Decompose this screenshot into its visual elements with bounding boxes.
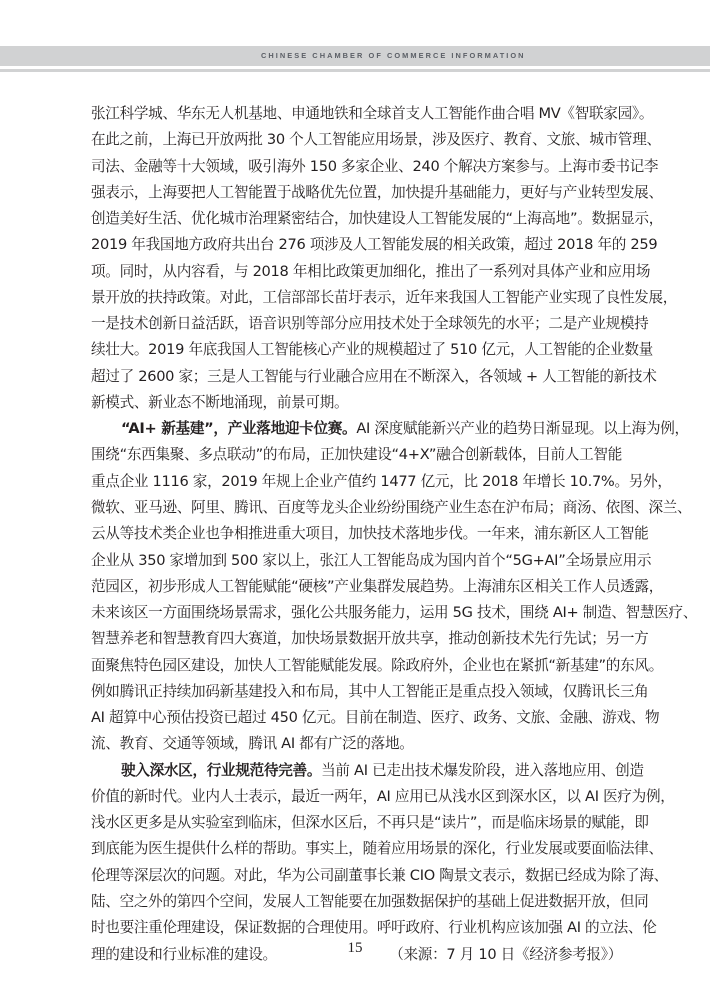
line-text: 超过了 2600 家；三是人工智能与行业融合应用在不断深入，各领域 + 人工智能的新技术 xyxy=(91,367,657,385)
line-text: 2019 年我国地方政府共出台 276 项涉及人工智能发展的相关政策，超过 2018 年的 259 xyxy=(91,236,658,254)
paragraph-line xyxy=(91,653,663,679)
paragraph-line xyxy=(91,810,649,836)
line-text: 重点企业 1116 家，2019 年规上企业产值约 1477 亿元，比 2018 年增长 10.7%。另外， xyxy=(91,472,672,490)
paragraph-line xyxy=(91,600,698,626)
line-text: 企业从 350 家增加到 500 家以上，张江人工智能岛成为国内首个“5G+AI”全场景应用示 xyxy=(91,551,652,569)
paragraph-line xyxy=(91,206,663,232)
paragraph-line xyxy=(91,495,692,521)
paragraph-line xyxy=(91,101,654,127)
line-text: 强表示，上海要把人工智能置于战略优先位置，加快提升基础能力，更好与产业转型发展、 xyxy=(91,183,663,201)
line-text: 伦理等深层次的问题。对此，华为公司副董事长兼 CIO 陶景文表示，数据已经成为除了海、 xyxy=(91,866,668,884)
paragraph-line xyxy=(91,863,668,889)
paragraph-line xyxy=(91,574,663,600)
line-text: 围绕“东西集聚、多点联动”的布局，正加快建设“4+X”融合创新载体，目前人工智能 xyxy=(91,446,622,464)
line-text: 价值的新时代。业内人士表示，最近一两年，AI 应用已从浅水区到深水区，以 AI 医疗为例， xyxy=(91,787,675,805)
line-text: 司法、金融等十大领域，吸引海外 150 多家企业、240 个解决方案参与。上海市委书记李 xyxy=(91,157,659,175)
paragraph-line xyxy=(91,180,663,206)
line-text: 流、教育、交通等领域，腾讯 AI 都有广泛的落地。 xyxy=(91,735,414,753)
source-citation: （来源：7 月 10 日《经济参考报》） xyxy=(389,945,622,963)
paragraph-line xyxy=(91,915,657,941)
line-text: 在此之前，上海已开放两批 30 个人工智能应用场景，涉及医疗、教育、文旅、城市管理、 xyxy=(91,131,661,149)
line-text: 微软、亚马逊、阿里、腾讯、百度等龙头企业纷纷围绕产业生态在沪布局；商汤、依图、深兰、 xyxy=(91,498,692,516)
paragraph-line xyxy=(91,232,658,258)
publication-name: CHINESE CHAMBER OF COMMERCE INFORMATION xyxy=(261,51,526,60)
line-text: AI 超算中心预估投资已超过 450 亿元。目前在制造、医疗、政务、文旅、金融、游戏、物 xyxy=(91,709,660,727)
paragraph-line xyxy=(91,705,660,731)
line-text: 例如腾讯正持续加码新基建投入和布局，其中人工智能正是重点投入领域，仅腾讯长三角 xyxy=(91,682,649,700)
paragraph-line xyxy=(91,836,663,862)
line-text: 新模式、新业态不断地涌现，前景可期。 xyxy=(91,393,349,411)
line-text: 智慧养老和智慧教育四大赛道，加快场景数据开放共享，推动创新技术先行先试；另一方 xyxy=(91,630,649,648)
paragraph-line xyxy=(91,784,675,810)
line-text: AI 深度赋能新兴产业的趋势日渐显现。以上海为例， xyxy=(356,420,689,438)
paragraph-line xyxy=(91,521,649,547)
paragraph-line xyxy=(91,154,659,180)
line-text: 张江科学城、华东无人机基地、申通地铁和全球首支人工智能作曲合唱 MV《智联家园》。 xyxy=(91,105,654,122)
paragraph-line xyxy=(91,416,689,442)
header-divider xyxy=(0,69,710,72)
paragraph-line xyxy=(91,889,649,915)
line-text: 云从等技术类企业也争相推进重大项目，加快技术落地步伐。一年来，浦东新区人工智能 xyxy=(91,525,649,543)
line-text: 陆、空之外的第四个空间，发展人工智能要在加强数据保护的基础上促进数据开放，但同 xyxy=(91,892,649,910)
line-text: 项。同时，从内容看，与 2018 年相比政策更加细化，推出了一系列对具体产业和应用场 xyxy=(91,262,651,280)
article-body xyxy=(91,101,698,968)
line-text: 时也要注重伦理建设，保证数据的合理使用。呼吁政府、行业机构应该加强 AI 的立法、伦 xyxy=(91,919,657,937)
line-text: 未来该区一方面围绕场景需求，强化公共服务能力，运用 5G 技术，围绕 AI+ 制造、智慧医疗、 xyxy=(91,604,698,622)
paragraph-line xyxy=(91,285,678,311)
paragraph-line xyxy=(91,364,657,390)
line-text: 一是技术创新日益活跃，语音识别等部分应用技术处于全球领先的水平；二是产业规模持 xyxy=(91,315,649,333)
paragraph-line xyxy=(91,626,649,652)
line-text: 理的建设和行业标准的建设。 xyxy=(91,945,277,963)
line-text: 景开放的扶持政策。对此，工信部部长苗圩表示，近年来我国人工智能产业实现了良性发展， xyxy=(91,288,678,306)
paragraph-line xyxy=(91,548,652,574)
paragraph-line xyxy=(91,127,661,153)
paragraph-line xyxy=(91,442,622,468)
line-text: 面聚焦特色园区建设，加快人工智能赋能发展。除政府外，企业也在紧抓“新基建”的东风。 xyxy=(91,656,663,674)
line-text: 当前 AI 已走出技术爆发阶段，进入落地应用、创造 xyxy=(321,761,644,779)
paragraph-line xyxy=(91,731,622,757)
line-text: 创造美好生活、优化城市治理紧密结合，加快建设人工智能发展的“上海高地”。数据显示， xyxy=(91,210,663,228)
page-number: 15 xyxy=(347,940,363,956)
paragraph-line xyxy=(91,758,644,784)
paragraph-line xyxy=(91,337,653,363)
line-text: 到底能为医生提供什么样的帮助。事实上，随着应用场景的深化，行业发展或要面临法律、 xyxy=(91,840,663,858)
line-text: 范园区，初步形成人工智能赋能“硬核”产业集群发展趋势。上海浦东区相关工作人员透露， xyxy=(91,577,663,595)
line-text: 续壮大。2019 年底我国人工智能核心产业的规模超过了 510 亿元，人工智能的企业数量 xyxy=(91,341,653,359)
paragraph-line xyxy=(91,390,622,416)
paragraph-line xyxy=(91,259,651,285)
section-lead-heading: 驶入深水区，行业规范待完善。 xyxy=(121,761,322,779)
paragraph-line xyxy=(91,469,672,495)
paragraph-line xyxy=(91,311,649,337)
section-lead-heading: “AI+ 新基建”，产业落地迎卡位赛。 xyxy=(121,420,357,438)
paragraph-line xyxy=(91,679,649,705)
line-text: 浅水区更多是从实验室到临床，但深水区后，不再只是“读片”，而是临床场景的赋能，即 xyxy=(91,814,649,832)
